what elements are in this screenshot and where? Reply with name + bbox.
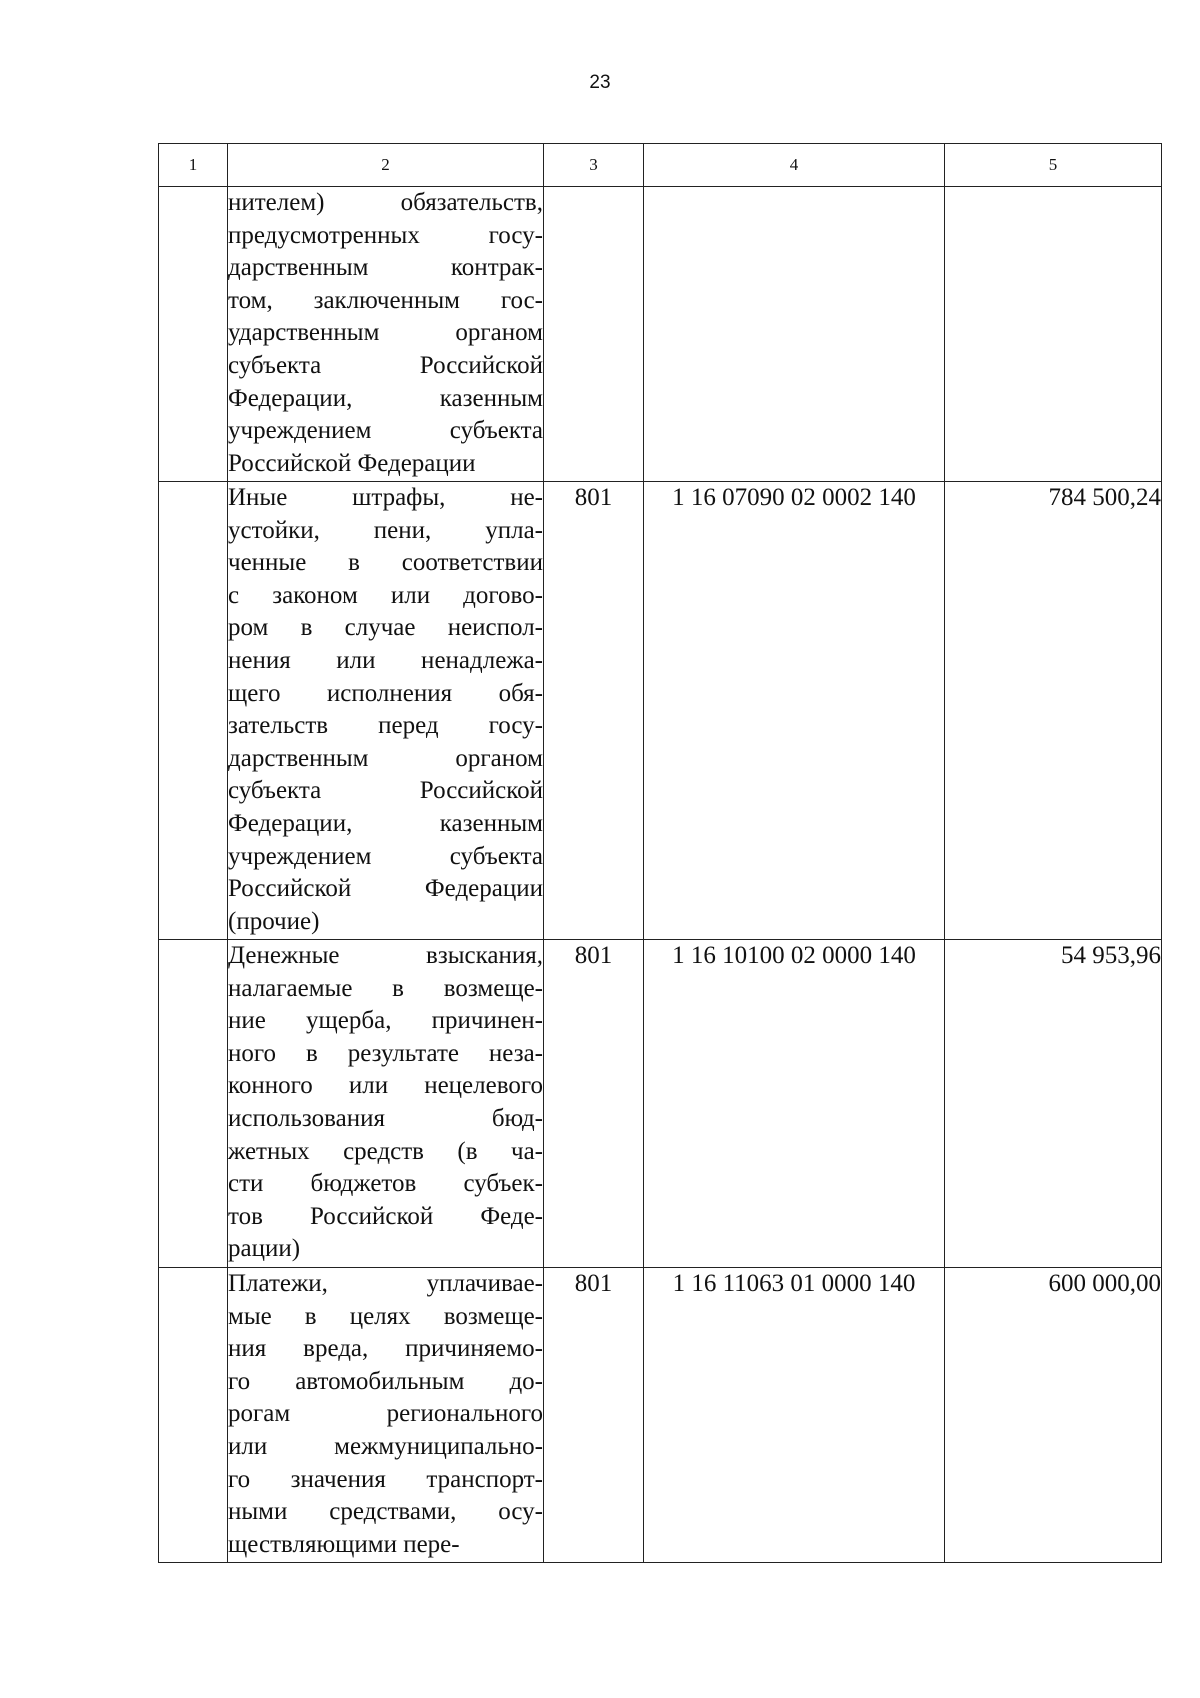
description-line: рации) xyxy=(228,1235,301,1263)
description-line: учреждением субъекта xyxy=(228,842,543,870)
description-cell xyxy=(228,482,544,940)
description-line: (прочие) xyxy=(228,907,320,935)
row-number-cell xyxy=(159,187,228,482)
table-row xyxy=(159,1268,1162,1563)
description-line: Федерации, казенным xyxy=(228,809,543,837)
description-line: нения или ненадлежа- xyxy=(228,646,543,674)
description-line: ние ущерба, причинен- xyxy=(228,1007,543,1035)
description-line: дарственным контрак- xyxy=(228,254,543,282)
description-line: Российской Федерации xyxy=(228,449,476,477)
description-cell xyxy=(228,940,544,1268)
amount-cell: 600 000,00 xyxy=(945,1268,1162,1563)
table-row xyxy=(159,482,1162,940)
header-cell-1: 1 xyxy=(159,144,228,187)
description-line: Платежи, уплачивае- xyxy=(228,1270,543,1297)
header-cell-5: 5 xyxy=(945,144,1162,187)
table-row xyxy=(159,940,1162,1268)
admin-code-cell: 801 xyxy=(544,940,644,1268)
description-line: ченные в соответствии xyxy=(228,549,543,577)
description-cell xyxy=(228,187,544,482)
description-line: ударственным органом xyxy=(228,319,543,347)
description-line: ром в случае неиспол- xyxy=(228,614,543,642)
row-number-cell xyxy=(159,940,228,1268)
page-number: 23 xyxy=(589,72,611,93)
description-line: конного или нецелевого xyxy=(228,1072,543,1100)
description-line: или межмуниципально- xyxy=(228,1432,543,1460)
budget-code-cell: 1 16 11063 01 0000 140 xyxy=(644,1268,945,1563)
description-line: ществляющими пере- xyxy=(228,1530,460,1558)
description-line: использования бюд- xyxy=(228,1104,543,1132)
description-line: субъекта Российской xyxy=(228,777,543,805)
header-cell-2: 2 xyxy=(228,144,544,187)
description-line: учреждением субъекта xyxy=(228,417,543,445)
description-line: тов Российской Феде- xyxy=(228,1202,543,1230)
header-cell-3: 3 xyxy=(544,144,644,187)
budget-code-cell: 1 16 10100 02 0000 140 xyxy=(644,940,945,1268)
description-line: жетных средств (в ча- xyxy=(228,1137,543,1165)
row-number-cell xyxy=(159,482,228,940)
description-line: налагаемые в возмеще- xyxy=(228,974,543,1002)
description-line: нителем) обязательств, xyxy=(228,189,543,216)
description-cell xyxy=(228,1268,544,1563)
description-line: мые в целях возмеще- xyxy=(228,1302,543,1330)
description-line: рогам регионального xyxy=(228,1400,543,1428)
table-row xyxy=(159,187,1162,482)
description-line: предусмотренных госу- xyxy=(228,221,543,249)
description-line: дарственным органом xyxy=(228,744,543,772)
admin-code-cell xyxy=(544,187,644,482)
budget-code-cell: 1 16 07090 02 0002 140 xyxy=(644,482,945,940)
description-line: го автомобильным до- xyxy=(228,1367,543,1395)
amount-cell: 54 953,96 xyxy=(945,940,1162,1268)
description-line: с законом или догово- xyxy=(228,581,543,609)
admin-code-cell: 801 xyxy=(544,1268,644,1563)
header-row xyxy=(159,144,1162,187)
description-line: ными средствами, осу- xyxy=(228,1498,543,1526)
budget-table xyxy=(158,143,1162,1563)
description-line: ния вреда, причиняемо- xyxy=(228,1335,543,1363)
description-line: субъекта Российской xyxy=(228,351,543,379)
description-line: щего исполнения обя- xyxy=(228,679,543,707)
description-line: Иные штрафы, не- xyxy=(228,484,543,511)
header-cell-4: 4 xyxy=(644,144,945,187)
description-line: зательств перед госу- xyxy=(228,712,543,740)
description-line: сти бюджетов субъек- xyxy=(228,1170,543,1198)
budget-code-cell xyxy=(644,187,945,482)
description-line: го значения транспорт- xyxy=(228,1465,543,1493)
description-line: ного в результате неза- xyxy=(228,1039,543,1067)
row-number-cell xyxy=(159,1268,228,1563)
description-line: Денежные взыскания, xyxy=(228,942,543,969)
description-line: Федерации, казенным xyxy=(228,384,543,412)
admin-code-cell: 801 xyxy=(544,482,644,940)
amount-cell: 784 500,24 xyxy=(945,482,1162,940)
amount-cell xyxy=(945,187,1162,482)
description-line: том, заключенным гос- xyxy=(228,286,543,314)
description-line: устойки, пени, упла- xyxy=(228,516,543,544)
description-line: Российской Федерации xyxy=(228,875,543,903)
